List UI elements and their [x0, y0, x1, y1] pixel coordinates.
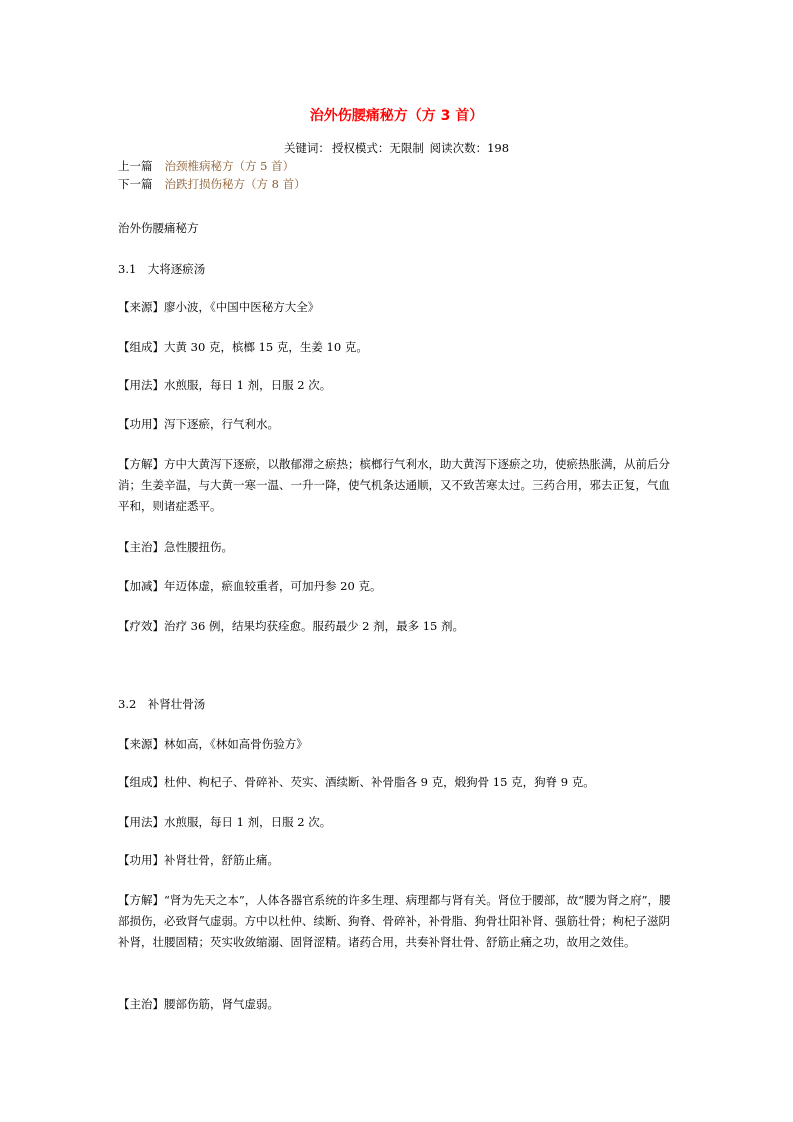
item-tag: 【疗效】 — [118, 619, 164, 633]
item-tag: 【主治】 — [118, 540, 164, 554]
next-article-link[interactable]: 治跌打损伤秘方（方 8 首） — [164, 177, 306, 191]
next-article-label: 下一篇 — [118, 177, 153, 191]
item-text: 水煎服，每日 1 剂，日服 2 次。 — [164, 815, 332, 829]
item-tag: 【方解】 — [118, 457, 164, 471]
item-text: 方中大黄泻下逐瘀，以散郁滞之瘀热；槟榔行气利水，助大黄泻下逐瘀之功，使瘀热胀满，从前后分消；生姜辛温，与大黄一寒一温、一升一降，使气机条达通顺，又不致苦寒太过。三药合用，邪去正复，气血平和，则诸症悉平。 — [118, 457, 670, 513]
item-text: 杜仲、枸杞子、骨碎补、芡实、酒续断、补骨脂各 9 克，煅狗骨 15 克，狗脊 9 克。 — [164, 775, 595, 789]
section-title: 3.2 补肾壮骨汤 — [118, 697, 206, 711]
list-item — [118, 454, 680, 517]
item-tag: 【用法】 — [118, 378, 164, 392]
prev-article-label: 上一篇 — [118, 159, 153, 173]
item-text: 林如高，《林如高骨伤验方》 — [164, 737, 308, 751]
item-text: 腰部伤筋，肾气虚弱。 — [164, 997, 279, 1011]
item-tag: 【组成】 — [118, 775, 164, 789]
item-text: 急性腰扭伤。 — [164, 540, 233, 554]
item-tag: 【功用】 — [118, 853, 164, 867]
item-text: 水煎服，每日 1 剂，日服 2 次。 — [164, 378, 332, 392]
item-text: “肾为先天之本”，人体各器官系统的许多生理、病理都与肾有关。肾位于腰部，故“腰为肾之府”，腰部损伤，必致肾气虚弱。方中以杜仲、续断、狗脊、骨碎补，补骨脂、狗骨壮阳补肾、强筋壮骨；枸杞子滋阴补肾，壮腰固精；芡实收敛缩溺、固肾涩精。诸药合用，共奏补肾壮骨、舒筋止痛之功，故用之效佳。 — [118, 893, 671, 949]
meta-keywords: 关键词： — [283, 141, 330, 155]
item-text: 补肾壮骨，舒筋止痛。 — [164, 853, 279, 867]
list-item — [118, 414, 680, 435]
meta-license: 授权模式：无限制 — [331, 141, 424, 155]
item-text: 治疗 36 例，结果均获痊愈。服药最少 2 剂，最多 15 剂。 — [164, 619, 465, 633]
list-item — [118, 812, 680, 833]
item-tag: 【来源】 — [118, 737, 164, 751]
next-article-row — [118, 175, 306, 193]
list-item — [118, 576, 680, 597]
item-tag: 【方解】 — [118, 893, 164, 907]
list-item — [118, 890, 680, 953]
list-item — [118, 537, 680, 558]
item-tag: 【功用】 — [118, 417, 164, 431]
meta-views: 阅读次数：198 — [429, 141, 510, 155]
list-item — [118, 850, 680, 871]
item-tag: 【加减】 — [118, 579, 164, 593]
prev-article-link[interactable]: 治颈椎病秘方（方 5 首） — [164, 159, 295, 173]
list-item — [118, 616, 680, 637]
item-text: 年迈体虚，瘀血较重者，可加丹参 20 克。 — [164, 579, 382, 593]
item-text: 大黄 30 克，槟榔 15 克，生姜 10 克。 — [164, 340, 368, 354]
section-title: 3.1 大将逐瘀汤 — [118, 262, 206, 276]
item-text: 泻下逐瘀，行气利水。 — [164, 417, 279, 431]
document-meta — [0, 139, 793, 157]
list-item — [118, 994, 680, 1015]
document-heading: 治外伤腰痛秘方 — [118, 221, 199, 235]
item-text: 廖小波，《中国中医秘方大全》 — [164, 300, 320, 314]
list-item — [118, 772, 680, 793]
item-tag: 【用法】 — [118, 815, 164, 829]
list-item — [118, 734, 680, 755]
list-item — [118, 337, 680, 358]
list-item — [118, 297, 680, 318]
item-tag: 【来源】 — [118, 300, 164, 314]
list-item — [118, 375, 680, 396]
item-tag: 【主治】 — [118, 997, 164, 1011]
prev-article-row — [118, 157, 294, 175]
document-title: 治外伤腰痛秘方（方 3 首） — [309, 108, 484, 124]
item-tag: 【组成】 — [118, 340, 164, 354]
